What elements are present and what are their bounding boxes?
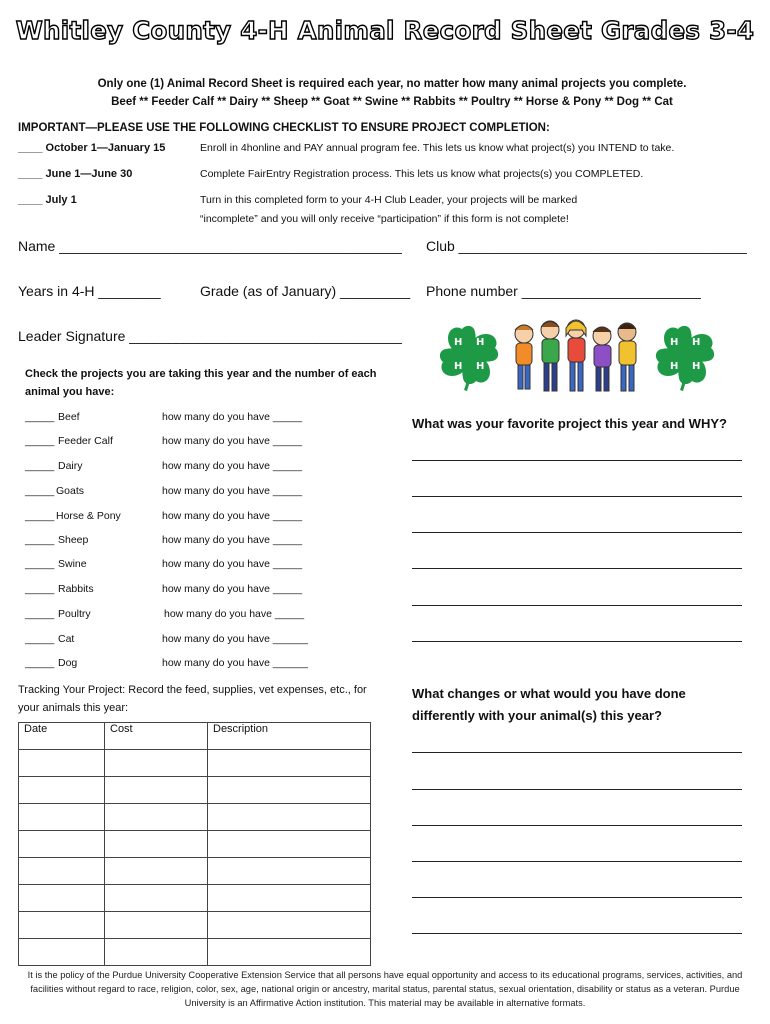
- answer-line[interactable]: [412, 496, 742, 497]
- svg-text:H: H: [670, 361, 679, 372]
- important-heading: IMPORTANT—PLEASE USE THE FOLLOWING CHECKLIST TO ENSURE PROJECT COMPLETION:: [18, 122, 550, 134]
- svg-text:H: H: [670, 337, 679, 348]
- column-header-description: Description: [208, 723, 371, 750]
- project-count-blank[interactable]: how many do you have _____: [164, 608, 305, 620]
- checklist-desc: Turn in this completed form to your 4-H Club Leader, your projects will be marked “incomplete” and you will only receive “participation” if this form is not complete!: [200, 194, 578, 225]
- table-cell[interactable]: [19, 777, 105, 804]
- table-cell[interactable]: [105, 885, 208, 912]
- table-cell[interactable]: [105, 858, 208, 885]
- project-count-blank[interactable]: how many do you have _____: [162, 510, 303, 522]
- project-name: Swine: [58, 558, 87, 570]
- table-row: [19, 912, 371, 939]
- project-check-blank[interactable]: _____: [25, 510, 55, 522]
- table-cell[interactable]: [105, 831, 208, 858]
- table-row: [19, 804, 371, 831]
- answer-line[interactable]: [412, 460, 742, 461]
- project-count-blank[interactable]: how many do you have _____: [162, 460, 303, 472]
- project-count-blank[interactable]: how many do you have _____: [162, 583, 303, 595]
- checklist-date: ____ October 1—January 15: [18, 142, 166, 154]
- table-cell[interactable]: [105, 750, 208, 777]
- answer-line[interactable]: [412, 897, 742, 898]
- project-check-blank[interactable]: _____: [25, 460, 55, 472]
- table-cell[interactable]: [19, 804, 105, 831]
- project-name: Horse & Pony: [56, 510, 121, 522]
- changes-question: What changes or what would you have done differently with your animal(s) this year?: [412, 686, 686, 723]
- svg-text:H: H: [692, 361, 701, 372]
- table-row: [19, 750, 371, 777]
- table-cell[interactable]: [105, 777, 208, 804]
- column-header-date: Date: [19, 723, 105, 750]
- project-check-blank[interactable]: _____: [25, 583, 55, 595]
- table-cell[interactable]: [105, 912, 208, 939]
- project-name: Beef: [58, 411, 80, 423]
- answer-line[interactable]: [412, 568, 742, 569]
- table-cell[interactable]: [208, 831, 371, 858]
- svg-text:H: H: [454, 337, 463, 348]
- checklist-desc: Enroll in 4honline and PAY annual program fee. This lets us know what project(s) you INTEND to take.: [200, 142, 675, 154]
- table-row: [19, 858, 371, 885]
- favorite-project-question: What was your favorite project this year and WHY?: [412, 416, 727, 431]
- project-name: Sheep: [58, 534, 89, 546]
- leader-signature-field[interactable]: Leader Signature ___________________________________: [18, 328, 402, 344]
- table-row: [19, 885, 371, 912]
- table-cell[interactable]: [19, 939, 105, 966]
- answer-line[interactable]: [412, 641, 742, 642]
- subtitle-species: Beef ** Feeder Calf ** Dairy ** Sheep ** Goat ** Swine ** Rabbits ** Poultry ** Horse & Pony ** Dog ** Cat: [111, 96, 673, 108]
- svg-text:H: H: [692, 337, 701, 348]
- project-count-blank[interactable]: how many do you have ______: [162, 657, 308, 669]
- 4h-clover-icon: [436, 322, 502, 392]
- svg-text:H: H: [454, 361, 463, 372]
- svg-text:H: H: [476, 361, 485, 372]
- project-name: Feeder Calf: [58, 435, 113, 447]
- project-name: Rabbits: [58, 583, 94, 595]
- table-cell[interactable]: [105, 804, 208, 831]
- table-cell[interactable]: [105, 939, 208, 966]
- phone-field[interactable]: Phone number _______________________: [426, 283, 701, 299]
- name-field[interactable]: Name ____________________________________________: [18, 238, 402, 254]
- table-cell[interactable]: [208, 777, 371, 804]
- table-cell[interactable]: [208, 750, 371, 777]
- table-cell[interactable]: [208, 804, 371, 831]
- table-cell[interactable]: [208, 939, 371, 966]
- project-check-blank[interactable]: _____: [25, 633, 55, 645]
- project-check-blank[interactable]: _____: [25, 534, 55, 546]
- project-check-blank[interactable]: _____: [25, 657, 55, 669]
- table-cell[interactable]: [19, 831, 105, 858]
- checklist-desc: Complete FairEntry Registration process. This lets us know what projects(s) you COMPLETED.: [200, 168, 644, 180]
- club-field[interactable]: Club _____________________________________: [426, 238, 747, 254]
- table-cell[interactable]: [208, 912, 371, 939]
- table-cell[interactable]: [19, 858, 105, 885]
- answer-line[interactable]: [412, 825, 742, 826]
- answer-line[interactable]: [412, 789, 742, 790]
- project-check-blank[interactable]: _____: [25, 435, 55, 447]
- table-cell[interactable]: [19, 912, 105, 939]
- project-name: Goats: [56, 485, 85, 497]
- project-count-blank[interactable]: how many do you have _____: [162, 435, 303, 447]
- project-check-blank[interactable]: _____: [25, 485, 55, 497]
- project-check-blank[interactable]: _____: [25, 608, 55, 620]
- project-name: Dairy: [58, 460, 83, 472]
- project-count-blank[interactable]: how many do you have _____: [162, 411, 303, 423]
- checklist-date: ____ July 1: [18, 194, 77, 206]
- project-count-blank[interactable]: how many do you have _____: [162, 558, 303, 570]
- table-header-row: [19, 723, 371, 750]
- grade-field[interactable]: Grade (as of January) _________: [200, 283, 411, 299]
- table-row: [19, 831, 371, 858]
- kids-group-illustration: [510, 316, 642, 398]
- table-cell[interactable]: [208, 885, 371, 912]
- 4h-clover-icon: [652, 322, 718, 392]
- answer-line[interactable]: [412, 532, 742, 533]
- project-name: Dog: [58, 657, 78, 669]
- page-title: Whitley County 4-H Animal Record Sheet Grades 3-4: [15, 16, 755, 45]
- projects-heading: Check the projects you are taking this year and the number of each animal you have:: [25, 368, 377, 398]
- table-row: [19, 939, 371, 966]
- svg-text:H: H: [476, 337, 485, 348]
- table-cell[interactable]: [208, 858, 371, 885]
- answer-line[interactable]: [412, 752, 742, 753]
- answer-line[interactable]: [412, 605, 742, 606]
- expense-tracking-table: [18, 722, 371, 966]
- table-cell[interactable]: [19, 885, 105, 912]
- subtitle-requirement: Only one (1) Animal Record Sheet is required each year, no matter how many animal projects you complete.: [97, 78, 687, 90]
- project-check-blank[interactable]: _____: [25, 558, 55, 570]
- project-name: Cat: [58, 633, 75, 645]
- policy-footer: It is the policy of the Purdue University Cooperative Extension Service that all persons have equal opportunity and access to its educational programs, services, activities, and facilities without regard to race, religion, color, sex, age, national origin or ancestry, marital status, parental status, sexual orientation, disability or status as a veteran. Purdue University is an Affirmative Action institution. This material may be available in alternative formats.: [27, 970, 743, 1008]
- answer-line[interactable]: [412, 933, 742, 934]
- project-count-blank[interactable]: how many do you have ______: [162, 633, 308, 645]
- years-field[interactable]: Years in 4-H ________: [18, 283, 161, 299]
- answer-line[interactable]: [412, 861, 742, 862]
- table-row: [19, 777, 371, 804]
- project-name: Poultry: [58, 608, 91, 620]
- checklist-date: ____ June 1—June 30: [18, 168, 133, 180]
- project-check-blank[interactable]: _____: [25, 411, 55, 423]
- table-cell[interactable]: [19, 750, 105, 777]
- tracking-instructions: Tracking Your Project: Record the feed, supplies, vet expenses, etc., for your animals this year:: [18, 684, 367, 714]
- project-count-blank[interactable]: how many do you have _____: [162, 485, 303, 497]
- project-count-blank[interactable]: how many do you have _____: [162, 534, 303, 546]
- column-header-cost: Cost: [105, 723, 208, 750]
